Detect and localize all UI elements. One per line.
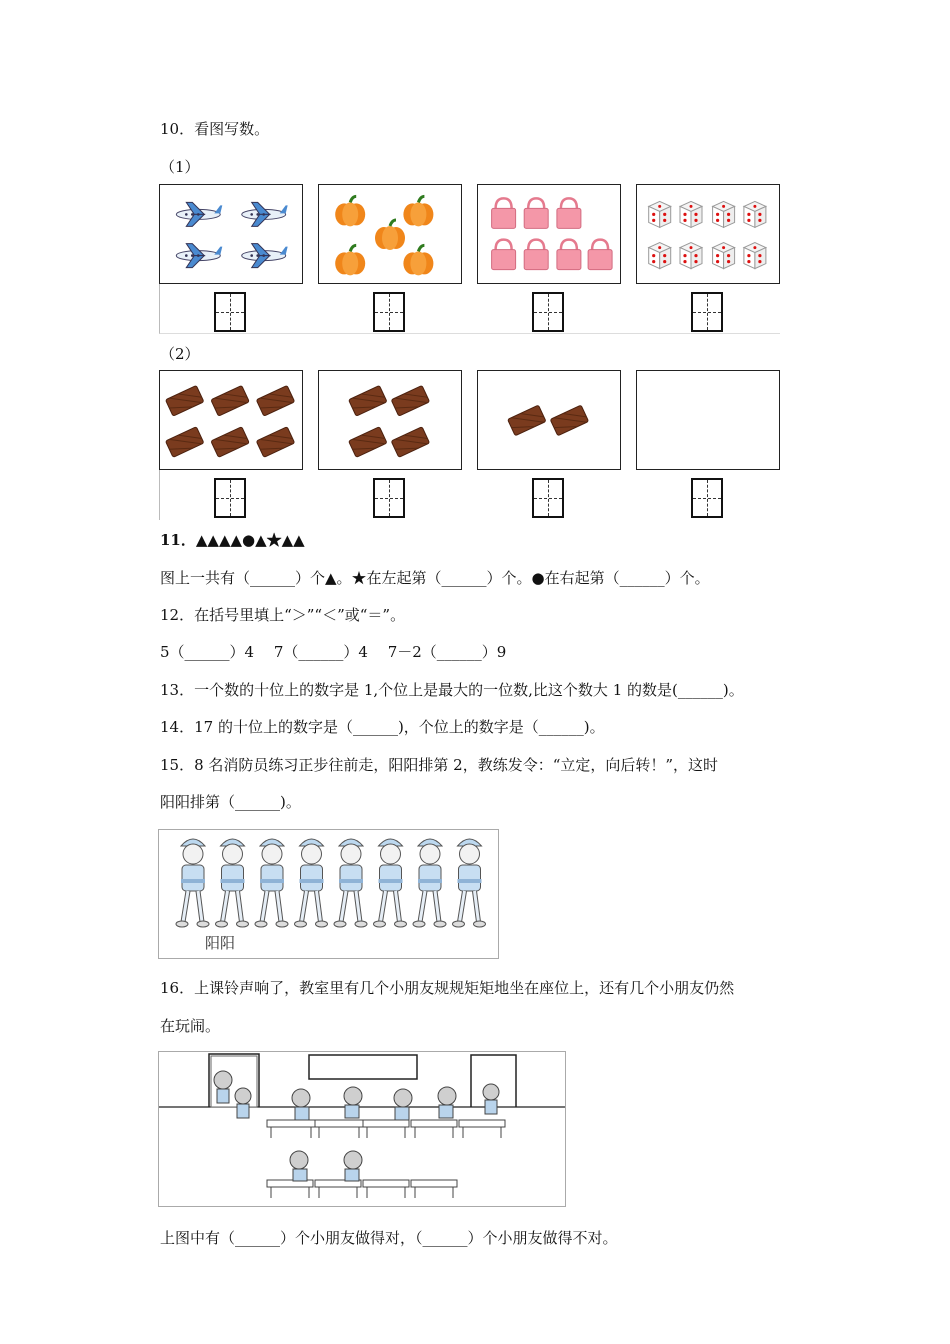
pumpkin-icon: [335, 196, 365, 226]
pumpkin-icon: [335, 245, 365, 275]
dice-icon: [744, 201, 766, 227]
pumpkin-icon: [375, 220, 405, 250]
firefighter-figure: [453, 839, 486, 927]
pumpkin-icon: [403, 196, 433, 226]
chocolate-bar-icon: [508, 405, 546, 436]
q10-part2-label: （2）: [160, 345, 200, 363]
dice-icon: [680, 243, 702, 269]
classroom-illustration: [159, 1052, 565, 1206]
child-sitting-5: [290, 1151, 308, 1169]
q15-line1: 15．8 名消防员练习正步往前走，阳阳排第 2，教练发令：“立定，向后转！”，这时: [160, 756, 719, 774]
q10-part1-label: （1）: [160, 158, 200, 176]
child-sitting-1: [292, 1089, 310, 1107]
airplane-icon: [176, 202, 222, 226]
row1-picture-box-2: [318, 184, 462, 284]
child-sitting-2: [344, 1087, 362, 1105]
row2-answer-grid-3[interactable]: [532, 478, 564, 518]
row1-answer-grid-2[interactable]: [373, 292, 405, 332]
child-playing-2: [235, 1088, 251, 1104]
chocolate-bar-icon: [391, 427, 429, 458]
row2-picture-box-2: [318, 370, 462, 470]
blackboard: [309, 1055, 417, 1079]
dice-icon: [649, 201, 671, 227]
handbag-icon: [492, 240, 516, 270]
q15-line2: 阳阳排第（______)。: [160, 793, 301, 811]
child-playing-3: [483, 1084, 499, 1100]
airplane-icon: [242, 202, 288, 226]
q16-line1: 16．上课铃声响了，教室里有几个小朋友规规矩矩地坐在座位上，还有几个小朋友仍然: [160, 979, 735, 997]
chocolate-bar-icon: [391, 385, 429, 416]
pumpkin-icon: [403, 245, 433, 275]
chocolate-bar-icon: [256, 385, 294, 416]
handbag-icon: [492, 198, 516, 228]
firefighter-figure: [255, 839, 288, 927]
handbag-icon: [557, 198, 581, 228]
chocolate-bar-icon: [550, 405, 588, 436]
row1-picture-box-1: [159, 184, 303, 284]
row2-picture-box-1: [159, 370, 303, 470]
dice-icon: [649, 243, 671, 269]
handbag-icon: [524, 240, 548, 270]
firefighters-picture: [158, 829, 499, 959]
q10-title: 10．看图写数。: [160, 120, 270, 138]
child-sitting-4: [438, 1087, 456, 1105]
chocolate-bar-icon: [256, 427, 294, 458]
row2-answer-grid-2[interactable]: [373, 478, 405, 518]
firefighter-figure: [334, 839, 367, 927]
dice-icon: [713, 243, 735, 269]
q12-title: 12．在括号里填上“＞”“＜”或“＝”。: [160, 606, 406, 624]
handbag-icon: [524, 198, 548, 228]
q12-text: 5（______）4 7（______）4 7－2（______）9: [160, 643, 507, 661]
firefighter-figure: [176, 839, 209, 927]
yangyang-caption: 阳阳: [205, 934, 236, 952]
row1-answer-grid-4[interactable]: [691, 292, 723, 332]
chocolate-bar-icon: [211, 385, 249, 416]
firefighter-figure: [295, 839, 328, 927]
q11-text: 图上一共有（______）个▲。★在左起第（______）个。●在右起第（______）个。: [160, 569, 710, 587]
chocolate-bar-icon: [211, 427, 249, 458]
chocolate-bar-icon: [349, 427, 387, 458]
row2-picture-box-3: [477, 370, 621, 470]
row2-answer-grid-4[interactable]: [691, 478, 723, 518]
row2-answer-grid-1[interactable]: [214, 478, 246, 518]
child-sitting-6: [344, 1151, 362, 1169]
handbag-icon: [557, 240, 581, 270]
row1-answer-grid-1[interactable]: [214, 292, 246, 332]
dice-icon: [744, 243, 766, 269]
q11-title: 11．▲▲▲▲●▲★▲▲: [160, 531, 305, 549]
row1-picture-box-4: [636, 184, 780, 284]
classroom-picture: [158, 1051, 566, 1207]
airplane-icon: [176, 244, 222, 268]
q14-text: 14．17 的十位上的数字是（______)，个位上的数字是（______)。: [160, 718, 605, 736]
row1-picture-box-3: [477, 184, 621, 284]
firefighter-figure: [413, 839, 446, 927]
row1-answer-grid-3[interactable]: [532, 292, 564, 332]
q16-line2: 在玩闹。: [160, 1017, 221, 1035]
dice-icon: [713, 201, 735, 227]
q13-text: 13．一个数的十位上的数字是 1,个位上是最大的一位数,比这个数大 1 的数是(______)。: [160, 681, 744, 699]
chocolate-bar-icon: [165, 385, 203, 416]
handbag-icon: [588, 240, 612, 270]
chocolate-bar-icon: [165, 427, 203, 458]
dice-icon: [680, 201, 702, 227]
child-sitting-3: [394, 1089, 412, 1107]
child-playing-1: [214, 1071, 232, 1089]
firefighter-figure: [216, 839, 249, 927]
airplane-icon: [242, 244, 288, 268]
row2-picture-box-4: [636, 370, 780, 470]
firefighter-figure: [374, 839, 407, 927]
chocolate-bar-icon: [349, 385, 387, 416]
q16-answer: 上图中有（______）个小朋友做得对，（______）个小朋友做得不对。: [160, 1229, 618, 1247]
